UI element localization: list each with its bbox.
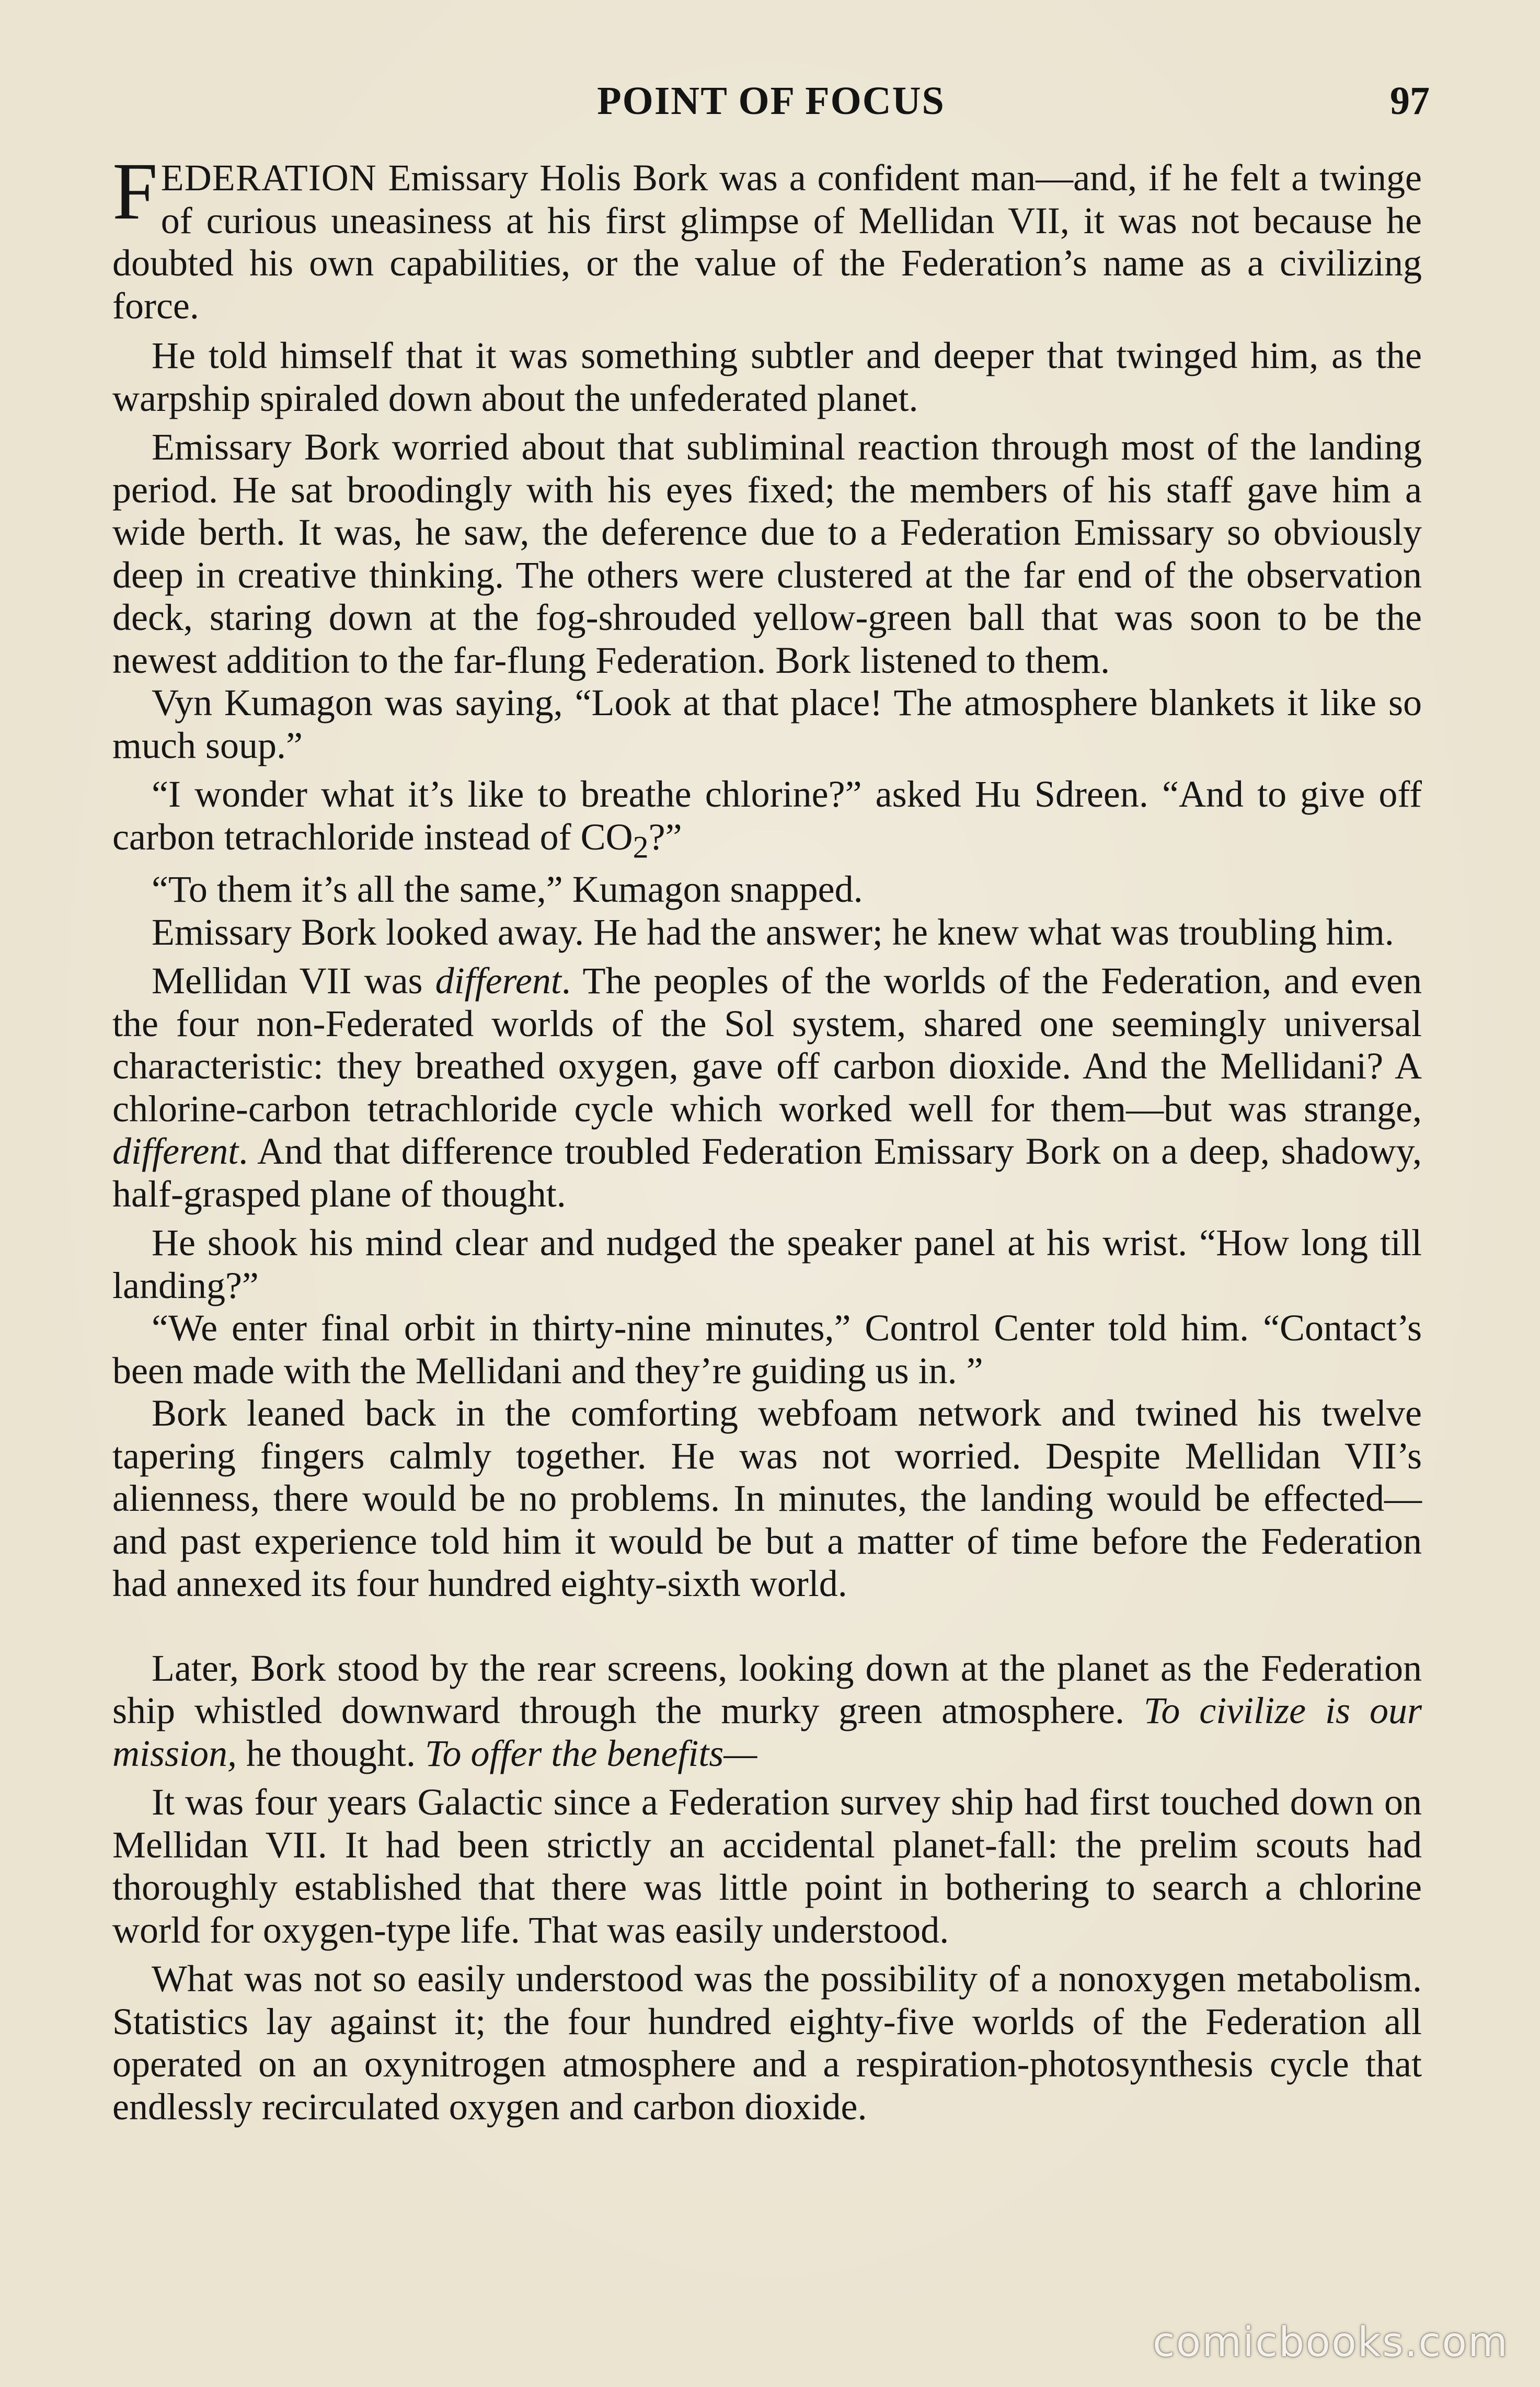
paragraph-text: ?” xyxy=(648,816,682,858)
paragraph-6 xyxy=(112,868,1422,911)
paragraph-text: What was not so easily understood was the possibility of a nonoxygen metabolism. Statistics lay against it; the four hundred eighty-five worlds of the Federation all operated on an oxynitrogen atmosphere and a respiration-photosynthesis cycle that endlessly recirculated oxygen and carbon dioxide. xyxy=(112,1958,1422,2128)
paragraph-10 xyxy=(112,1307,1422,1392)
paragraph-9 xyxy=(112,1222,1422,1307)
paragraph-text: Emissary Bork looked away. He had the answer; he knew what was troubling him. xyxy=(152,911,1394,953)
paragraph-text: Emissary Bork worried about that subliminal reaction through most of the landing period. He sat broodingly with his eyes fixed; the members of his staff gave him a wide berth. It was, he saw, the deference due to a Federation Emissary so obviously deep in creative thinking. The others were clustered at the far end of the observation deck, staring down at the fog-shrouded yellow-green ball that was soon to be the newest addition to the far-flung Federation. Bork listened to them. xyxy=(112,426,1422,681)
paragraph-5 xyxy=(112,773,1422,868)
paragraph-text: He told himself that it was something subtler and deeper that twinged him, as the warpship spiraled down about the unfederated planet. xyxy=(112,335,1422,419)
paragraph-text: Later, Bork stood by the rear screens, looking down at the planet as the Federation ship whistled downward through the murky green atmosphere. xyxy=(112,1647,1422,1732)
paragraph-2 xyxy=(112,335,1422,420)
subscript: 2 xyxy=(633,829,649,864)
section-break xyxy=(112,1605,1422,1647)
paragraph-12 xyxy=(112,1647,1422,1775)
emphasis: To civilize is our mission, xyxy=(112,1690,1422,1774)
paragraph-text: he thought. xyxy=(237,1732,426,1774)
story-text xyxy=(112,146,1422,2128)
paragraph-text: He shook his mind clear and nudged the speaker panel at his wrist. “How long till landing?” xyxy=(112,1222,1422,1306)
paragraph-text: Mellidan VII was xyxy=(152,960,435,1002)
paragraph-text: “We enter final orbit in thirty-nine minutes,” Control Center told him. “Contact’s been made with the Mellidani and they’re guiding us in. ” xyxy=(112,1307,1422,1392)
drop-cap: F xyxy=(112,146,158,236)
paragraph-text: “I wonder what it’s like to breathe chlorine?” asked Hu Sdreen. “And to give off carbon tetrachloride instead of CO xyxy=(112,773,1422,858)
emphasis: To offer the benefits— xyxy=(425,1732,757,1774)
paragraph-13 xyxy=(112,1781,1422,1952)
paragraph-3 xyxy=(112,426,1422,682)
lead-word: EDERATION xyxy=(160,157,377,199)
paragraph-text: Bork leaned back in the comforting webfoam network and twined his twelve tapering fingers calmly together. He was not worried. Despite Mellidan VII’s alienness, there would be no problems. In minutes, the landing would be effected—and past experience told him it would be but a matter of time before the Federation had annexed its four hundred eighty-sixth world. xyxy=(112,1392,1422,1605)
paragraph-7 xyxy=(112,911,1422,954)
emphasis: different xyxy=(435,960,561,1002)
running-title: POINT OF FOCUS xyxy=(597,79,945,123)
paragraph-text: Emissary Holis Bork was a confident man—and, if he felt a twinge of curious uneasiness at his first glimpse of Mellidan VII, it was not because he doubted his own capabilities, or the value of the Federation’s name as a civilizing force. xyxy=(112,157,1422,327)
page-header xyxy=(112,78,1430,136)
paragraph-text: . The peoples of the worlds of the Federation, and even the four non-Federated worlds of the Sol system, shared one seemingly universal characteristic: they breathed oxygen, gave off carbon dioxide. And the Mellidani? A chlorine-carbon tetrachloride cycle which worked well for them—but was strange, xyxy=(112,960,1422,1130)
paragraph-text: . And that difference troubled Federation Emissary Bork on a deep, shadowy, half-grasped plane of thought. xyxy=(112,1130,1422,1215)
paragraph-text: “To them it’s all the same,” Kumagon snapped. xyxy=(152,868,863,911)
paragraph-14 xyxy=(112,1958,1422,2128)
paragraph-text: It was four years Galactic since a Federation survey ship had first touched down on Mellidan VII. It had been strictly an accidental planet-fall: the prelim scouts had thoroughly established that there was little point in bothering to search a chlorine world for oxygen-type life. That was easily understood. xyxy=(112,1781,1422,1951)
paragraph-text: Vyn Kumagon was saying, “Look at that place! The atmosphere blankets it like so much soup.” xyxy=(112,682,1422,766)
paragraph-1 xyxy=(112,146,1422,327)
page-number: 97 xyxy=(1390,79,1430,123)
paragraph-4 xyxy=(112,682,1422,767)
paragraph-8 xyxy=(112,960,1422,1215)
watermark-logo: comicbooks.com xyxy=(1152,2319,1509,2366)
paragraph-11 xyxy=(112,1392,1422,1605)
emphasis: different xyxy=(112,1130,239,1173)
